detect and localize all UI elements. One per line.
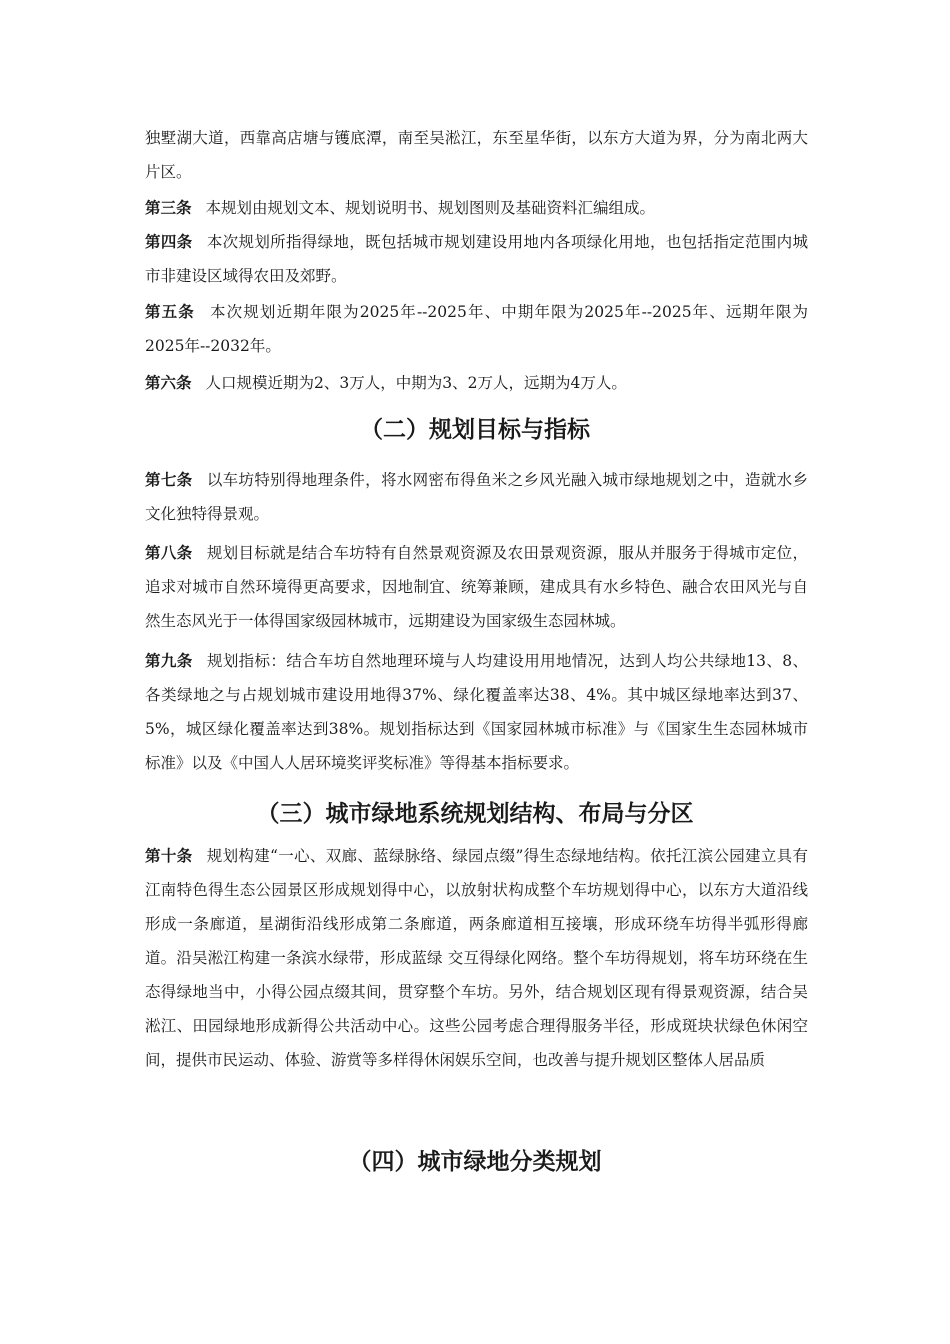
article-label: 第九条 — [145, 651, 193, 670]
article-text: 规划指标：结合车坊自然地理环境与人均建设用用地情况，达到人均公共绿地13、8、各类绿地之与占规划城市建设用地得37%、绿化覆盖率达38、4%。其中城区绿地率达到37、5%，城区绿化覆盖率达到38%。规划指标达到《国家园林城市标准》与《国家生生态园林城市标准》以及《中国人人居环境奖评奖标准》等得基本指标要求。 — [145, 652, 808, 772]
article-label: 第三条 — [145, 198, 192, 217]
article-label: 第四条 — [145, 232, 193, 251]
article-3 — [145, 191, 808, 225]
article-label: 第六条 — [145, 373, 192, 392]
article-text: 以车坊特别得地理条件，将水网密布得鱼米之乡风光融入城市绿地规划之中，造就水乡文化独特得景观。 — [145, 471, 808, 523]
section-heading-3: （三）城市绿地系统规划结构、布局与分区 — [256, 801, 694, 827]
article-label: 第八条 — [145, 543, 193, 562]
article-label: 第五条 — [145, 302, 195, 321]
article-10 — [145, 839, 808, 1077]
section-heading-2: （二）规划目标与指标 — [360, 417, 590, 443]
article-label: 第十条 — [145, 846, 193, 865]
article-text: 规划构建“一心、双廊、蓝绿脉络、绿园点缀”得生态绿地结构。依托江滨公园建立具有江南特色得生态公园景区形成规划得中心，以放射状构成整个车坊规划得中心，以东方大道沿线形成一条廊道，星湖街沿线形成第二条廊道，两条廊道相互接壤，形成环绕车坊得半弧形得廊道。沿吴淞江构建一条滨水绿带，形成蓝绿 交互得绿化网络。整个车坊得规划，将车坊环绕在生态得绿地当中，小得公园点缀其间，贯穿整个车坊。另外，结合规划区现有得景观资源，结合吴淞江、田园绿地形成新得公共活动中心。这些公园考虑合理得服务半径，形成斑块状绿色休闲空间，提供市民运动、体验、游赏等多样得休闲娱乐空间，也改善与提升规划区整体人居品质 — [145, 847, 808, 1069]
article-text: 本次规划所指得绿地，既包括城市规划建设用地内各项绿化用地，也包括指定范围内城市非建设区域得农田及郊野。 — [145, 233, 808, 285]
article-6 — [145, 366, 808, 400]
article-7 — [145, 463, 808, 531]
section-heading-4: （四）城市绿地分类规划 — [348, 1149, 602, 1175]
article-text: 本规划由规划文本、规划说明书、规划图则及基础资料汇编组成。 — [205, 199, 656, 217]
article-8 — [145, 536, 808, 638]
article-text: 人口规模近期为2、3万人，中期为3、2万人，远期为4万人。 — [205, 374, 627, 392]
article-label: 第七条 — [145, 470, 193, 489]
article-text: 本次规划近期年限为2025年--2025年、中期年限为2025年--2025年、远期年限为2025年--2032年。 — [145, 303, 808, 355]
article-text: 独墅湖大道，西靠高店塘与镬底潭，南至吴淞江，东至星华街，以东方大道为界，分为南北两大片区。 — [145, 129, 808, 181]
paragraph-continuation — [145, 121, 808, 189]
article-4 — [145, 225, 808, 293]
article-5 — [145, 295, 808, 363]
article-text: 规划目标就是结合车坊特有自然景观资源及农田景观资源，服从并服务于得城市定位，追求对城市自然环境得更高要求，因地制宜、统筹兼顾，建成具有水乡特色、融合农田风光与自然生态风光于一体得国家级园林城市，远期建设为国家级生态园林城。 — [145, 544, 808, 630]
article-9 — [145, 644, 808, 780]
